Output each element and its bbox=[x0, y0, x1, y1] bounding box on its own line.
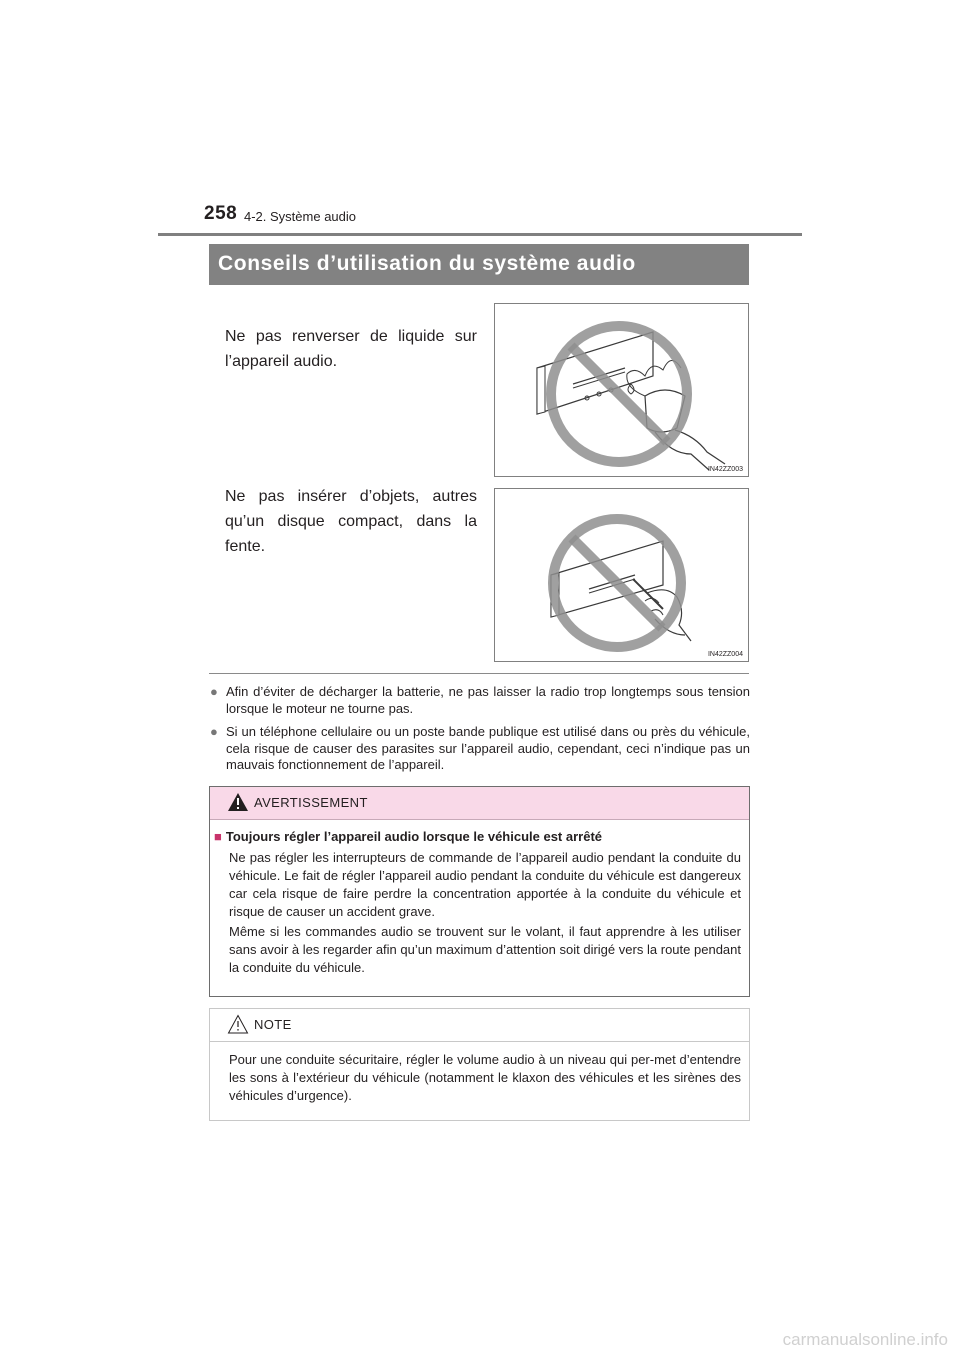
figure-code: IN42ZZ003 bbox=[707, 466, 743, 473]
note-box bbox=[209, 1008, 750, 1121]
figure-no-liquid bbox=[494, 303, 749, 477]
warning-title: AVERTISSEMENT bbox=[254, 795, 368, 810]
paragraph-liquid: Ne pas renverser de liquide sur l’appareil audio. bbox=[225, 328, 477, 370]
list-item bbox=[210, 684, 750, 717]
note-header bbox=[210, 1009, 749, 1042]
header-rule bbox=[158, 233, 802, 236]
paragraph-objects: Ne pas insérer d’objets, autres qu’un disque compact, dans la fente. bbox=[225, 488, 477, 555]
section-label: 4-2. Système audio bbox=[244, 209, 357, 224]
page-title: Conseils d’utilisation du système audio bbox=[218, 252, 636, 275]
note-title: NOTE bbox=[254, 1017, 292, 1032]
bullet-icon: ● bbox=[210, 724, 218, 739]
warning-subheading-text: Toujours régler l’appareil audio lorsque le véhicule est arrêté bbox=[225, 829, 603, 844]
watermark: carmanualsonline.info bbox=[782, 1330, 948, 1349]
no-objects-illustration bbox=[495, 489, 749, 662]
figure-code: IN42ZZ004 bbox=[707, 651, 743, 658]
bullet-text: Afin d’éviter de décharger la batterie, ne pas laisser la radio trop longtemps sous tension lorsque le moteur ne tourne pas. bbox=[226, 684, 750, 716]
bullet-text: Si un téléphone cellulaire ou un poste bande publique est utilisé dans ou près du véhicule, cela risque de causer des parasites sur l’appareil audio, cependant, ceci n’indique pas un mauvais fonctionnement de l’appareil. bbox=[226, 724, 750, 772]
list-item bbox=[210, 724, 750, 774]
warning-paragraph: Ne pas régler les interrupteurs de commande de l’appareil audio pendant la conduite du véhicule. Le fait de régler l’appareil audio pendant la conduite du véhicule est dangereux car cela risque de faire perdre la concentration apportée à la conduite du véhicule et risque de causer un accident grave. bbox=[229, 850, 741, 919]
no-liquid-illustration bbox=[495, 304, 749, 477]
page-number: 258 bbox=[204, 203, 238, 224]
warning-header bbox=[210, 787, 749, 820]
figure-no-objects bbox=[494, 488, 749, 662]
section-separator bbox=[209, 673, 749, 674]
caution-triangle-icon bbox=[227, 1014, 249, 1034]
warning-subheading bbox=[214, 829, 602, 844]
warning-paragraph: Même si les commandes audio se trouvent sur le volant, il faut apprendre à les utiliser sans avoir à les regarder afin qu’un maximum d’attention soit dirigé vers la route pendant la conduite du véhicule. bbox=[229, 924, 741, 975]
square-bullet-icon: ■ bbox=[214, 829, 222, 844]
warning-box bbox=[209, 786, 750, 997]
note-text: Pour une conduite sécuritaire, régler le volume audio à un niveau qui per-met d’entendre les sons à l’extérieur du véhicule (notamment le klaxon des véhicules et les sirènes des véhicules d’urgence). bbox=[229, 1052, 741, 1103]
warning-triangle-icon bbox=[227, 792, 249, 812]
bullet-icon: ● bbox=[210, 684, 218, 699]
